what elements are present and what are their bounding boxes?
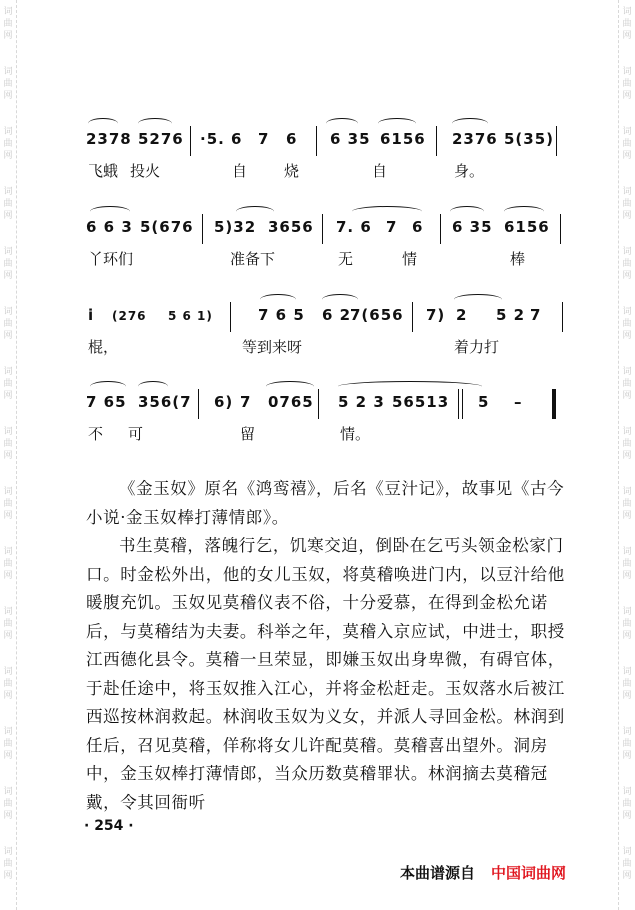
lyric: 飞蛾 [88,162,119,180]
note-group: 7 [240,393,252,411]
watermark-text: 词 曲 网 [622,607,632,641]
barline [230,302,231,332]
left-watermark-strip [0,0,17,910]
note-group: 7) [426,306,446,324]
note-group: 7 [386,218,398,236]
slur [138,381,168,392]
watermark-text: 词 曲 网 [622,7,632,41]
barline [458,389,459,419]
lyric: 无 [338,250,354,268]
lyric: 身。 [454,162,485,180]
watermark-text: 词 曲 网 [622,667,632,701]
watermark-text: 词 曲 网 [3,367,13,401]
lyric: 留 [240,425,256,443]
watermark-text: 词 曲 网 [3,607,13,641]
score-line-2 [86,200,566,270]
lyric-row [86,248,566,270]
note-group: 5 2 [496,306,526,324]
slur [138,118,172,129]
watermark-text: 词 曲 网 [3,247,13,281]
note-group: – [514,393,523,411]
watermark-text: 词 曲 网 [3,187,13,221]
score-line-3 [86,288,566,358]
right-watermark-strip [618,0,635,910]
barline [436,126,437,156]
lyric: 投火 [130,162,161,180]
barline [202,214,203,244]
score-line-1 [86,112,566,182]
page-number: · 254 · [84,818,134,834]
note-group: 7 [530,306,542,324]
note-group: 7 [258,130,270,148]
source-label: 本曲谱源自 [400,864,476,882]
watermark-text: 词 曲 网 [3,7,13,41]
lyric: 烧 [284,162,300,180]
watermark-text: 词 曲 网 [3,727,13,761]
note-group: 6156 [380,130,426,148]
lyric: 情 [402,250,418,268]
watermark-text: 词 曲 网 [622,787,632,821]
paragraph: 书生莫稽，落魄行乞，饥寒交迫，倒卧在乞丐头领金松家门口。时金松外出，他的女儿玉奴，将莫稽唤进门内，以豆汁给他暖腹充饥。玉奴见莫稽仪表不俗，十分爱慕，在得到金松允诺后，与莫稽结为夫妻。科举之年，莫稽入京应试，中进士，职授江西德化县令。莫稽一旦荣显，即嫌玉奴出身卑微，有碍官体，于赴任途中，将玉奴推入江心，并将金松赶走。玉奴落水后被江西巡按林润救起。林润收玉奴为义女，并派人寻回金松。林润到任后，召见莫稽，佯称将女儿许配莫稽。莫稽喜出望外。洞房中，金玉奴棒打薄情郎，当众历数莫稽罪状。林润摘去莫稽冠戴，令其回衙听 [86,536,565,812]
watermark-text: 词 曲 网 [3,127,13,161]
slur [338,381,482,392]
note-row [86,306,566,330]
lyric: 自 [372,162,388,180]
barline [440,214,441,244]
watermark-text: 词 曲 网 [622,427,632,461]
score-line-4 [86,375,566,445]
watermark-text: 词 曲 网 [3,547,13,581]
note-group: 6156 [504,218,550,236]
slur [504,206,544,217]
note-group: 5 [478,393,490,411]
note-group: 356(7 [138,393,192,411]
lyric-row [86,336,566,358]
slur [378,118,416,129]
note-group: 6 [412,218,424,236]
lyric: 着力打 [454,338,500,356]
watermark-text: 词 曲 网 [622,187,632,221]
barline [556,126,557,156]
note-group: 7 65 [86,393,127,411]
barline [562,302,563,332]
watermark-text: 词 曲 网 [3,307,13,341]
note-group: 2376 [452,130,498,148]
barline [560,214,561,244]
note-group: 6) [214,393,234,411]
slur [88,118,118,129]
note-group: 6 [286,130,298,148]
watermark-text: 词 曲 网 [622,547,632,581]
barline [322,214,323,244]
watermark-text: 词 曲 网 [622,847,632,881]
note-group: 2 [456,306,468,324]
note-group: 5)32 [214,218,257,236]
barline [412,302,413,332]
paragraph: 《金玉奴》原名《鸿鸾禧》，后名《豆汁记》，故事见《古今小说·金玉奴棒打薄情郎》。 [86,479,565,527]
slur [326,118,358,129]
note-group: i [88,306,95,324]
slur [322,294,358,305]
note-group: 6 35 [452,218,493,236]
watermark-text: 词 曲 网 [3,667,13,701]
watermark-text: 词 曲 网 [622,367,632,401]
lyric: 情。 [340,425,371,443]
barline [316,126,317,156]
note-row [86,218,566,242]
barline [190,126,191,156]
lyric: 可 [128,425,144,443]
watermark-text: 词 曲 网 [622,307,632,341]
watermark-text: 词 曲 网 [622,727,632,761]
slur [450,206,484,217]
note-group: ·5. 6 [200,130,243,148]
note-group: 56513 [392,393,450,411]
note-group: 5 6 1) [168,309,213,323]
slur [90,206,130,217]
lyric: 棍， [88,338,119,356]
note-group: 0765 [268,393,314,411]
note-group: 5(676 [140,218,194,236]
lyric: 不 [88,425,104,443]
lyric: 丫环们 [88,250,134,268]
source-site-link[interactable]: 中国词曲网 [491,864,567,882]
watermark-text: 词 曲 网 [622,67,632,101]
note-group: 3656 [268,218,314,236]
watermark-text: 词 曲 网 [3,67,13,101]
slur [454,294,502,305]
note-group: 7. 6 [336,218,372,236]
lyric: 自 [232,162,248,180]
watermark-text: 词 曲 网 [622,487,632,521]
lyric-row [86,160,566,182]
note-group: 6 35 [330,130,371,148]
barline [198,389,199,419]
source-credit [400,862,566,883]
watermark-text: 词 曲 网 [3,787,13,821]
watermark-text: 词 曲 网 [622,127,632,161]
note-group: 7(656 [350,306,404,324]
note-group: 6 6 3 [86,218,133,236]
slur [236,206,274,217]
barline [318,389,319,419]
slur [260,294,296,305]
body-text [86,475,570,817]
lyric: 准备下 [230,250,276,268]
watermark-text: 词 曲 网 [622,247,632,281]
watermark-text: 词 曲 网 [3,487,13,521]
note-group: 2378 [86,130,132,148]
note-group: 5(35) [504,130,555,148]
slur [266,381,314,392]
note-group: 7 6 5 [258,306,305,324]
lyric: 棒 [510,250,526,268]
note-group: 6 2 [322,306,352,324]
slur [90,381,126,392]
slur [352,206,422,217]
lyric: 等到来呀 [242,338,303,356]
note-group: 5 2 3 [338,393,385,411]
final-barline [552,389,556,419]
note-group: (276 [112,309,147,323]
watermark-text: 词 曲 网 [3,427,13,461]
watermark-text: 词 曲 网 [3,847,13,881]
lyric-row [86,423,566,445]
barline [462,389,463,419]
note-row [86,130,566,154]
note-group: 5276 [138,130,184,148]
slur [452,118,488,129]
note-row [86,393,566,417]
